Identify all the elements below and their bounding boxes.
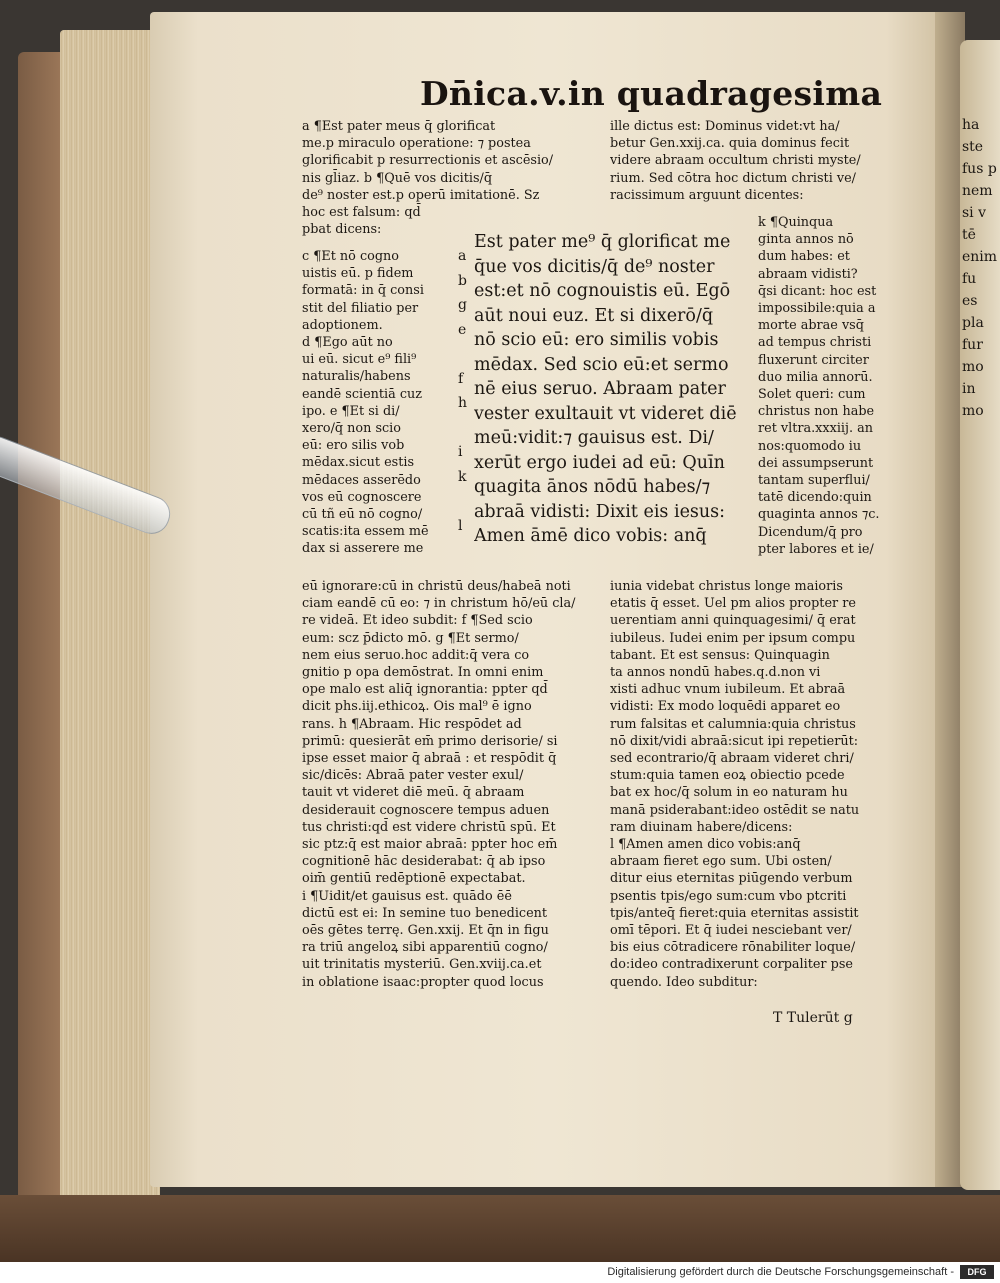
commentary-col2-top: ille dictus est: Dominus videt:vt ha/ betur Gen.xxij.ca. quia dominus fecit videre abraam occultum christi myste/ rium. Sed cōtra hoc dictum christi ve/ racissimum arguunt dicentes: [610, 119, 861, 203]
commentary-col2-lower: iunia videbat christus longe maioris etatis q̄ esset. Uel pm alios propter re uerentiam anni quinquagesimi/ q̄ erat iubileus. Iudei enim per ipsum compu tabant. Et est sensus: Quinquagin ta annos nondū habes.q.d.non vi xisti adhuc vnum iubileum. Et abraā vidisti: Ex modo loquēdi apparet eo rum falsitas et calumnia:quia christus nō dixit/vidi abraā:sicut ipi repetierūt: sed econtrario/q̄ abraam videret chri/ stum:quia tamen eoꝝ obiectio pcede bat ex hoc/q̄ solum in eo naturam hu manā psiderabant:ideo ostēdit se natu ram diuinam habere/dicens: l ¶Amen amen dico vobis:anq̄ abraam fieret ego sum. Ubi osten/ ditur eius eternitas piūgendo verbum psentis tpis/ego sum:cum vbo ptcriti tpis/anteq̄ fieret:quia eternitas assistit omī tēpori. Et q̄ iudei nesciebant ver/ bis eius cōtradicere rōnabiliter loque/ do:ideo contradixerunt corpaliter pse quendo. Ideo subditur: [610, 579, 860, 990]
book-cover-bottom [0, 1195, 1000, 1262]
funding-note: Digitalisierung gefördert durch die Deutsche Forschungsgemeinschaft - [607, 1266, 954, 1278]
commentary-col3-narrow: k ¶Quinqua ginta annos nō dum habes: et abraam vidisti? q̄si dicant: hoc est impossibile:quia a morte abrae vsq̄ ad tempus christi fluxerunt circiter duo milia annorū. Solet queri: cum christus non habe ret vltra.xxxiij. an nos:quomodo iu dei assumpserunt tantam superflui/ tatē dicendo:quin quaginta annos ⁊c. Dicendum/q̄ pro pter labores et ie/ [758, 215, 880, 557]
commentary-col1-narrow: c ¶Et nō cogno uistis eū. p fidem formatā: in q̄ consi stit del filiatio per adoptionem. d ¶Ego aūt no ui eū. sicut e⁹ fili⁹ naturalis/habens eandē scientiā cuz ipo. e ¶Et si di/ xero/q̄ non scio eū: ero silis vob mēdax.sicut estis mēdaces asserēdo vos eū cognoscere cū tñ eū nō cogno/ scatis:ita essem mē dax si asserere me [302, 249, 429, 557]
catchword: T Tulerūt g [773, 1010, 853, 1026]
page-edges [60, 30, 160, 1200]
right-page-fragments: ha ste fus p nem si v tē enim fu es pla fur mo in mo [962, 117, 998, 419]
commentary-col1-lower: eū ignorare:cū in christū deus/habeā noti ciam eandē cū eo: ⁊ in christum hō/eū cla/ re videā. Et ideo subdit: f ¶Sed scio eum: scz p̄dicto mō. g ¶Et sermo/ nem eius seruo.hoc addit:q̄ vera co gnitio p opa demōstrat. In omni enim ope malo est aliq̄ ignorantia: ppter qd̄ dicit phs.iij.ethicoꝝ. Ois mal⁹ ē igno rans. h ¶Abraam. Hic respōdet ad primū: quesierāt em̄ primo derisorie/ si ipse esset maior q̄ abraā : et respōdit q̄ sic/dicēs: Abraā pater vester exul/ tauit vt videret diē meū. q̄ abraam desiderauit cognoscere tempus aduen tus christi:qd̄ est videre christū spū. Et sic ptz:q̄ est maior abraā: ppter hoc em̄ cognitionē hāc desiderabat: q̄ ab ipso oim̄ gentiū redēptionē expectabat. i ¶Uidit/et gauisus est. quādo ēē dictū est ei: In semine tuo benedicent oēs gētes terrę. Gen.xxij. Et q̄n in figu ra triū angeloꝝ sibi apparentiū cogno/ uit trinitatis mysteriū. Gen.xviij.ca.et in oblatione isaac:propter quod locus [302, 579, 576, 990]
dfg-logo: DFG [960, 1265, 994, 1279]
footer-bar [0, 1262, 1000, 1283]
running-header: Dn̄ica.v.in quadragesima [420, 74, 883, 113]
bible-text-block: Est pater me⁹ q̄ glorificat me q̄ue vos dicitis/q̄ de⁹ noster est:et nō cognouistis eū. Egō aūt noui euz. Et si dixerō/q̄ nō scio eū: ero similis vobis mēdax. Sed scio eū:et sermo nē eius seruo. Abraam pater vester exultauit vt videret diē meū:vidit:⁊ gauisus est. Di/ xerūt ergo iudei ad eū: Quīn quagita ānos nōdū habes/⁊ abraā vidisti: Dixit eis iesus: Amen āmē dico vobis: anq̄ [474, 232, 737, 546]
commentary-col1-top: a ¶Est pater meus q̄ glorificat me.p miraculo operatione: ⁊ postea glorificabit p resurrectionis et ascēsio/ nis gl̄iaz. b ¶Quē vos dicitis/q̄ de⁹ noster est.p operū imitationē. Sz hoc est falsum: qd̄ pbat dicens: [302, 119, 554, 238]
bible-letter-markers: a b g e f h i k l [458, 248, 468, 534]
